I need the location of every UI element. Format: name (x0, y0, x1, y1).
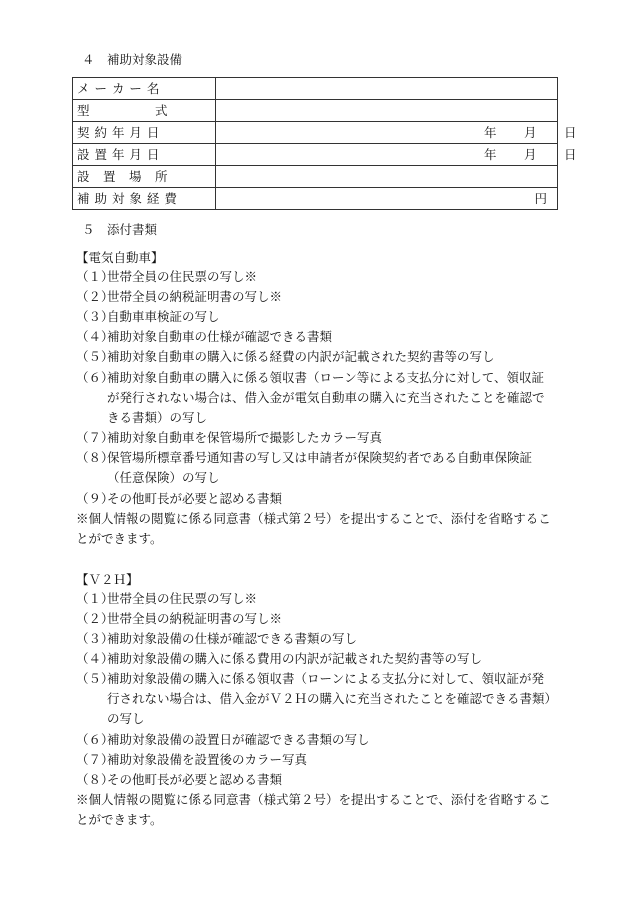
model-label: 型 式 (73, 100, 216, 122)
list-item: （６） 補助対象自動車の購入に係る領収書（ローン等による支払分に対して、領収証が発行されない場合は、借入金が電気自動車の購入に充当されたことを確認できる書類）の写し (76, 370, 545, 425)
subsidy-cost-value[interactable] (216, 188, 558, 210)
year-label: 年 (484, 125, 497, 140)
list-item: （８） 保管場所標章番号通知書の写し又は申請者が保険契約者である自動車保険証（任意保険）の写し (76, 450, 533, 485)
table-row (73, 144, 558, 166)
ev-heading: 【電気自動車】 (76, 250, 164, 265)
list-item: （７） 補助対象設備を設置後のカラー写真 (76, 752, 308, 767)
v2h-heading: 【Ｖ２Ｈ】 (76, 572, 139, 587)
model-value[interactable] (216, 100, 558, 122)
list-item: （３） 自動車車検証の写し (76, 309, 220, 324)
list-item: （８） その他町長が必要と認める書類 (76, 772, 283, 787)
list-item: （４） 補助対象自動車の仕様が確認できる書類 (76, 329, 333, 344)
day-label: 日 (564, 125, 577, 140)
list-item: （４） 補助対象設備の購入に係る費用の内訳が記載された契約書等の写し (76, 651, 483, 666)
list-item: （１） 世帯全員の住民票の写し※ (76, 269, 258, 284)
maker-label: メ ー カ ー 名 (73, 78, 216, 100)
list-item: （１） 世帯全員の住民票の写し※ (76, 591, 258, 606)
list-item: （５） 補助対象自動車の購入に係る経費の内訳が記載された契約書等の写し (76, 349, 495, 364)
install-location-label: 設 置 場 所 (73, 166, 216, 188)
table-row (73, 122, 558, 144)
table-row (73, 166, 558, 188)
install-date-label: 設 置 年 月 日 (73, 144, 216, 166)
year-label: 年 (484, 147, 497, 162)
month-label: 月 (524, 147, 537, 162)
list-item: （９） その他町長が必要と認める書類 (76, 491, 283, 506)
v2h-note: ※個人情報の閲覧に係る同意書（様式第２号）を提出することで、添付を省略することができます。 (76, 792, 551, 827)
table-row (73, 78, 558, 100)
yen-unit: 円 (534, 191, 547, 206)
contract-date-value[interactable] (216, 122, 577, 144)
subsidy-cost-label: 補 助 対 象 経 費 (73, 188, 216, 210)
install-date-value[interactable] (216, 144, 577, 166)
month-label: 月 (524, 125, 537, 140)
ev-note: ※個人情報の閲覧に係る同意書（様式第２号）を提出することで、添付を省略することができます。 (76, 511, 551, 546)
list-item: （６） 補助対象設備の設置日が確認できる書類の写し (76, 732, 370, 747)
section-5-title: ５ 添付書類 (82, 222, 158, 237)
list-item: （５） 補助対象設備の購入に係る領収書（ローンによる支払分に対して、領収証が発行されない場合は、借入金がＶ２Ｈの購入に充当されたことを確認できる書類）の写し (76, 671, 551, 726)
maker-value[interactable] (216, 78, 558, 100)
install-location-value[interactable] (216, 166, 558, 188)
table-row (73, 100, 558, 122)
table-row (73, 188, 558, 210)
equipment-table (72, 77, 577, 210)
day-label: 日 (564, 147, 577, 162)
contract-date-label: 契 約 年 月 日 (73, 122, 216, 144)
list-item: （２） 世帯全員の納税証明書の写し※ (76, 289, 283, 304)
section-4-title: ４ 補助対象設備 (82, 52, 183, 67)
list-item: （２） 世帯全員の納税証明書の写し※ (76, 611, 283, 626)
list-item: （３） 補助対象設備の仕様が確認できる書類の写し (76, 631, 358, 646)
list-item: （７） 補助対象自動車を保管場所で撮影したカラー写真 (76, 430, 383, 445)
